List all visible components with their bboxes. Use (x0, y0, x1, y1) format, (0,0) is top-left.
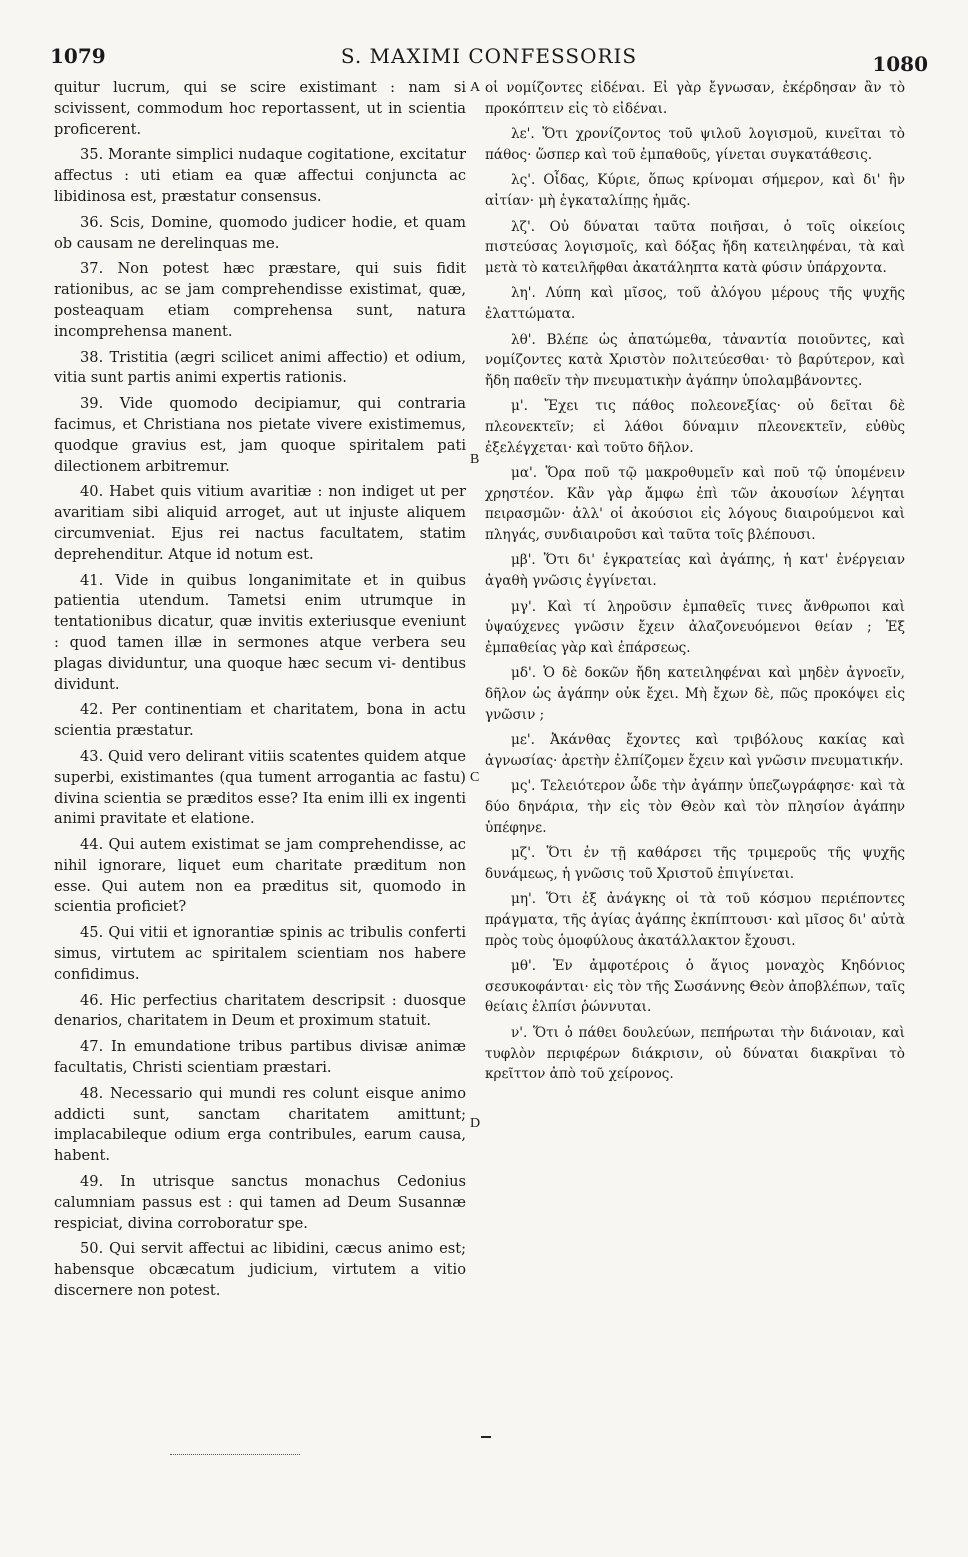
greek-paragraph: μα'. Ὅρα ποῦ τῷ μακροθυμεῖν καὶ ποῦ τῷ ὑπομένειν χρηστέον. Κἂν γὰρ ἄμφω ἐπὶ τῶν ἀκουσίων λέγηται πειρασμῶν· ἀλλ' οἱ ἀκούσιοι εἰς λόγους διαιρούμενοι καὶ πληγάς, συνδιαιροῦσι καὶ ταῦτα τοῖς βλέπουσι. (485, 465, 905, 543)
greek-paragraph: με'. Ἀκάνθας ἔχοντες καὶ τριβόλους κακίας καὶ ἀγνωσίας· ἀρετὴν ἐλπίζομεν ἔχειν καὶ γνῶσιν πνευματικήν. (485, 732, 905, 769)
greek-paragraph: λη'. Λύπη καὶ μῖσος, τοῦ ἀλόγου μέρους τῆς ψυχῆς ἐλαττώματα. (485, 285, 905, 322)
running-title: S. MAXIMI CONFESSORIS (340, 44, 638, 68)
greek-paragraph: λθ'. Βλέπε ὡς ἀπατώμεθα, τἀναντία ποιοῦντες, καὶ νομίζοντες κατὰ Χριστὸν πολιτεύεσθαι· τὸ βαρύτερον, καὶ ἤδη παθεῖν τὴν πνευματικὴν ἀγάπην ὑπολαμβάνοντες. (485, 331, 905, 389)
latin-paragraph: 50. Qui servit affectui ac libidini, cæcus animo est; habensque obcæcatum judicium, virtutem a vitio discernere non potest. (54, 1240, 466, 1300)
latin-paragraph: 44. Qui autem existimat se jam comprehendisse, ac nihil ignorare, liquet eum charitate præditum non esse. Qui autem non ea præditus sit, quomodo in scientia proficiet? (54, 836, 466, 916)
latin-paragraph: quitur lucrum, qui se scire existimant : nam si scivissent, commodum hoc reportassent, ut in scientia proficerent. (54, 79, 466, 138)
greek-paragraph: μβ'. Ὅτι δι' ἐγκρατείας καὶ ἀγάπης, ἡ κατ' ἐνέργειαν ἀγαθὴ γνῶσις ἐγγίνεται. (485, 552, 905, 590)
end-dash (481, 1436, 491, 1438)
latin-paragraph: 36. Scis, Domine, quomodo judicer hodie, et quam ob causam ne derelinquas me. (54, 213, 466, 252)
running-header (50, 40, 928, 76)
greek-paragraph: μη'. Ὅτι ἐξ ἀνάγκης οἱ τὰ τοῦ κόσμου περιέποντες πράγματα, τῆς ἁγίας ἀγάπης ἐκπίπτουσι· καὶ μῖσος δι' αὐτὰ πρὸς τοὺς ὁμοφύλους ἀκατάλλακτον ἔχουσι. (485, 891, 905, 949)
latin-paragraph: 37. Non potest hæc præstare, qui suis fidit rationibus, ac se jam comprehendisse existimat, quæ, posteaquam etiam comprehensa sunt, natura incomprehensa manent. (54, 260, 466, 340)
greek-paragraph: ν'. Ὅτι ὁ πάθει δουλεύων, πεπήρωται τὴν διάνοιαν, καὶ τυφλὸν περιφέρων διάκρισιν, οὐ δύναται διακρῖναι τὸ κρεῖττον ἀπὸ τοῦ χείρονος. (485, 1024, 905, 1083)
margin-letter-d: D (470, 1116, 481, 1131)
latin-paragraph: 40. Habet quis vitium avaritiæ : non indiget ut per avaritiam sibi aliquid arroget, aut ut injuste aliquem circumveniat. Ejus rei nactus facultatem, statim deprehenditur. Atque id notum est. (54, 483, 466, 563)
greek-paragraph: μ'. Ἔχει τις πάθος πολεονεξίας· οὐ δεῖται δὲ πλεονεκτεῖν; εἰ λάθοι δύναμιν πλεονεκτεῖν, εὐθὺς ἐξελέγχεται· καὶ τοῦτο δῆλον. (485, 398, 905, 456)
latin-paragraph: 47. In emundatione tribus partibus divisæ animæ facultatis, Christi scientiam præstari. (54, 1038, 466, 1077)
latin-paragraph: 39. Vide quomodo decipiamur, qui contraria facimus, et Christiana nos pietate vivere existimemus, quodque gravius est, jam quoque spiritalem pati dilectionem arbitremur. (54, 395, 466, 475)
margin-letter-b: B (470, 452, 480, 467)
latin-paragraph: 41. Vide in quibus longanimitate et in quibus patientia utendum. Tametsi enim utrumque in tentationibus dicatur, quæ invitis exteriusque eveniunt : quod tamen illæ in sermones atque verbera seu plagas dividuntur, una quoque hæc secum vi- dentibus dividunt. (54, 571, 466, 693)
margin-letter-c: C (470, 770, 480, 785)
left-column-number: 1079 (50, 44, 106, 68)
latin-paragraph: 45. Qui vitii et ignorantiæ spinis ac tribulis conferti simus, virtutem ac spiritalem scientiam nos habere confidimus. (54, 924, 466, 983)
latin-paragraph: 48. Necessario qui mundi res colunt eisque animo addicti sunt, sanctam charitatem amittunt; implacabileque odium erga contribules, earum causa, habent. (54, 1084, 466, 1165)
greek-paragraph: οἱ νομίζοντες εἰδέναι. Εἰ γὰρ ἔγνωσαν, ἐκέρδησαν ἂν τὸ προκόπτειν εἰς τὸ εἰδέναι. (485, 80, 905, 117)
greek-paragraph: λζ'. Οὐ δύναται ταῦτα ποιῆσαι, ὁ τοῖς οἰκείοις πιστεύσας λογισμοῖς, καὶ δόξας ἤδη κατειληφέναι, τὰ καὶ μετὰ τὸ κατειλῆφθαι ἀκατάληπτα κατὰ φύσιν ὑπάρχοντα. (485, 218, 905, 276)
latin-column (54, 78, 466, 1302)
greek-column (485, 78, 905, 1085)
greek-paragraph: μγ'. Καὶ τί ληροῦσιν ἐμπαθεῖς τινες ἄνθρωποι καὶ ὑψαύχενες γνῶσιν ἔχειν ἀλαζονευόμενοι θείαν ; Ἐξ ἐμπαθείας γὰρ καὶ ἐπάρσεως. (485, 598, 905, 656)
latin-paragraph: 43. Quid vero delirant vitiis scatentes quidem atque superbi, existimantes (qua tument arrogantia ac fastu) divina scientia se præditos esse? Ita enim illi ex ingenti animi pravitate et elatione. (54, 747, 466, 828)
right-column-number: 1080 (872, 52, 928, 76)
greek-paragraph: λς'. Οἶδας, Κύριε, ὅπως κρίνομαι σήμερον, καὶ δι' ἣν αἰτίαν· μὴ ἐγκαταλίπῃς ἡμᾶς. (485, 172, 905, 209)
margin-letter-a: A (470, 80, 481, 95)
latin-paragraph: 38. Tristitia (ægri scilicet animi affectio) et odium, vitia sunt partis animi expertis rationis. (54, 348, 466, 387)
latin-paragraph: 35. Morante simplici nudaque cogitatione, excitatur affectus : uti etiam ea quæ affectui conjuncta ac libidinosa est, præstatur consensus. (54, 146, 466, 205)
greek-paragraph: μδ'. Ὁ δὲ δοκῶν ἤδη κατειληφέναι καὶ μηδὲν ἀγνοεῖν, δῆλον ὡς ἀγάπην οὐκ ἔχει. Μὴ ἔχων δὲ, πῶς προκόψει εἰς γνῶσιν ; (485, 665, 905, 723)
greek-paragraph: λε'. Ὅτι χρονίζοντος τοῦ ψιλοῦ λογισμοῦ, κινεῖται τὸ πάθος· ὥσπερ καὶ τοῦ ἐμπαθοῦς, γίνεται συγκατάθεσις. (485, 126, 905, 163)
latin-paragraph: 46. Hic perfectius charitatem descripsit : duosque denarios, charitatem in Deum et proximum statuit. (54, 991, 466, 1030)
dotted-rule (170, 1454, 300, 1455)
greek-paragraph: μθ'. Ἐν ἀμφοτέροις ὁ ἅγιος μοναχὸς Κηδόνιος σεσυκοφάνται· εἰς τὸν τῆς Σωσάννης Θεὸν ἀποβλέπων, ταῖς θείαις ἐλπίσι ῥώννυται. (485, 958, 905, 1016)
greek-paragraph: μζ'. Ὅτι ἐν τῇ καθάρσει τῆς τριμεροῦς τῆς ψυχῆς δυνάμεως, ἡ γνῶσις τοῦ Χριστοῦ ἐπιγίνεται. (485, 845, 905, 882)
greek-paragraph: μς'. Τελειότερον ὧδε τὴν ἀγάπην ὑπεζωγράφησε· καὶ τὰ δύο δηνάρια, τὴν εἰς τὸν Θεὸν καὶ τὸν πλησίον ἀγάπην ὑπέφηνε. (485, 778, 905, 836)
latin-paragraph: 49. In utrisque sanctus monachus Cedonius calumniam passus est : qui tamen ad Deum Susannæ respiciat, divina corroboratur spe. (54, 1173, 466, 1232)
latin-paragraph: 42. Per continentiam et charitatem, bona in actu scientia præstatur. (54, 701, 466, 740)
